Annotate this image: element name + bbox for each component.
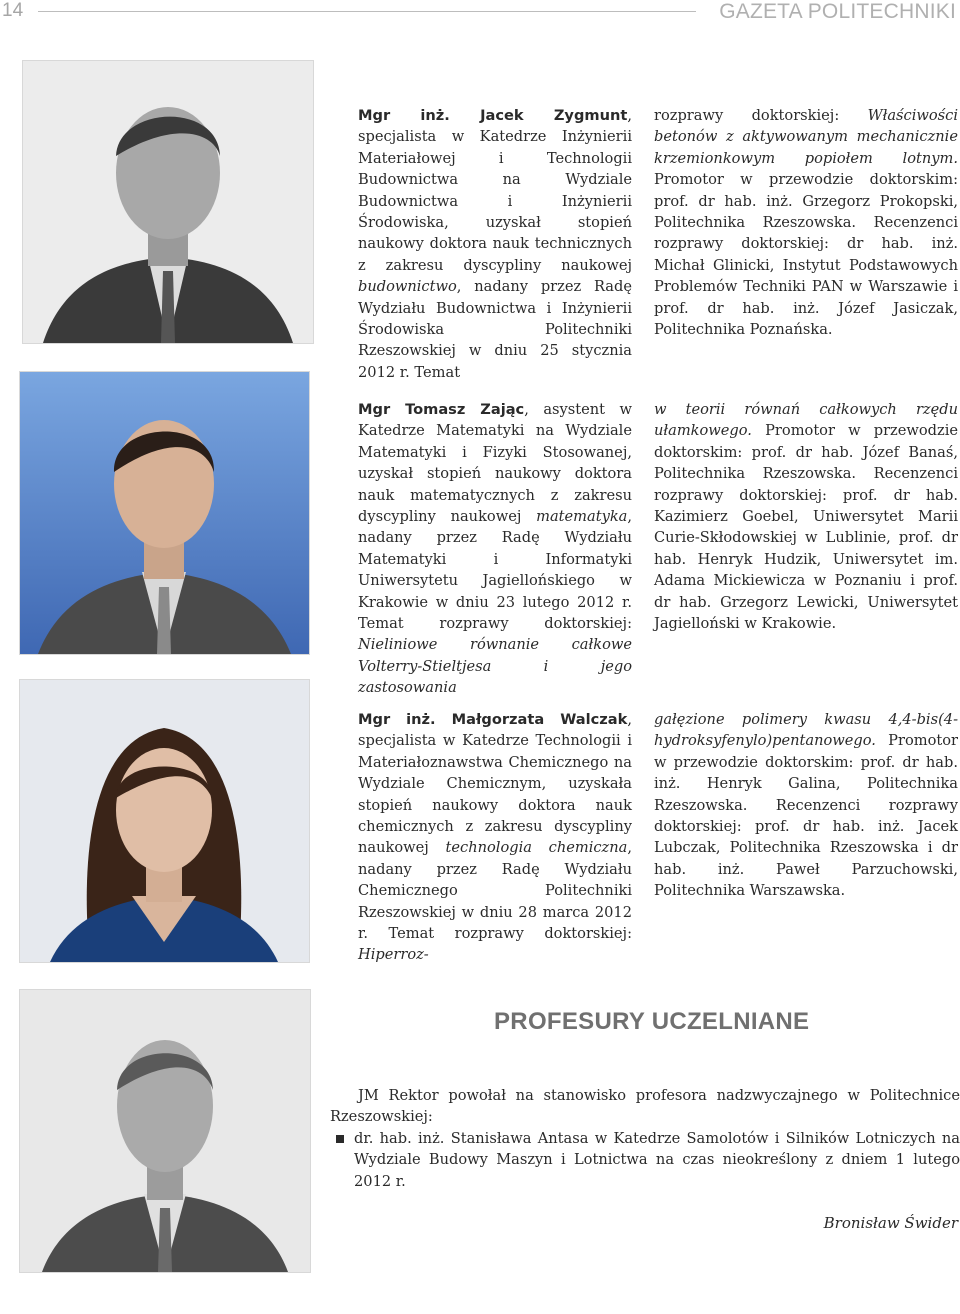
entry-3-left-column	[330, 709, 632, 966]
bio-paragraph	[654, 105, 958, 340]
bio-text: , specjalista w Katedrze Inżynierii Materiałowej i Technologii Budownictwa na Wydziale Budownictwa i Inżynierii Środowiska, uzyskał stopień naukowy doktora nauk technicznych z zakresu dyscypliny naukowej	[358, 107, 632, 274]
bio-text: , nadany przez Radę Wydziału Matematyki i Informatyki Uniwersytetu Jagiellońskiego w Krakowie w dniu 23 lutego 2012 r. Temat rozprawy doktorskiej:	[358, 508, 632, 633]
italic-text: w teorii równań całkowych rzędu ułamkowego.	[654, 401, 958, 440]
page-number: 14	[2, 0, 24, 21]
page-header	[0, 0, 960, 28]
entry-1-right-column	[654, 105, 958, 340]
bio-text: , asystent w Katedrze Matematyki na Wydziale Matematyki i Fizyki Stosowanej, uzyskał stopień naukowy doktora nauk matematycznych z zakresu dyscypliny naukowej	[358, 401, 632, 526]
italic-text: Nieliniowe równanie całkowe Volterry-Stieltjesa i jego zastosowania	[358, 636, 632, 697]
portrait-woman-icon	[20, 680, 309, 962]
entry-3-right-column	[654, 709, 958, 902]
bio-text: , specjalista w Katedrze Technologii i Materiałoznawstwa Chemicznego na Wydziale Chemicznym, uzyskała stopień naukowy doktora nauk chemicznych z zakresu dyscypliny naukowej	[358, 711, 632, 857]
italic-text: Hiperroz-	[358, 946, 429, 964]
italic-text: technologia chemiczna	[445, 839, 628, 857]
entry-2-left-column	[330, 399, 632, 699]
bio-text: Promotor w przewodzie doktorskim: prof. dr hab. Józef Banaś, Politechnika Rzeszowska. Recenzenci rozprawy doktorskiej: prof. dr hab. Kazimierz Goebel, Uniwersytet Marii Curie-Skłodowskiej w Lublinie, prof. dr hab. Henryk Hudzik, Uniwersytet im. Adama Mickiewicza w Poznaniu i prof. dr hab. Grzegorz Lewicki, Uniwersytet Jagielloński w Krakowie.	[654, 422, 958, 633]
section-title: PROFESURY UCZELNIANE	[494, 1008, 810, 1035]
person-name: Mgr Tomasz Zając	[358, 401, 525, 418]
portrait-woman-photo	[19, 679, 310, 963]
bio-text: , nadany przez Radę Wydziału Budownictwa i Inżynierii Środowiska Politechniki Rzeszowskiej w dniu 25 stycznia 2012 r. Temat	[358, 278, 632, 381]
person-name: Mgr inż. Małgorzata Walczak	[358, 711, 628, 728]
portrait-man-photo	[19, 989, 311, 1273]
italic-text: budownictwo	[358, 278, 457, 296]
section-body	[330, 1085, 960, 1192]
italic-text: matematyka	[536, 508, 628, 526]
bio-paragraph	[654, 399, 958, 634]
magazine-title: GAZETA POLITECHNIKI	[719, 0, 956, 23]
bio-text: Promotor w przewodzie doktorskim: prof. dr hab. inż. Henryk Galina, Politechnika Rzeszowska. Recenzenci rozprawy doktorskiej: prof. dr hab. inż. Jacek Lubczak, Politechnika Rzeszowska i dr hab. inż. Paweł Parzuchowski, Politechnika Warszawska.	[654, 732, 958, 900]
person-name: Mgr inż. Jacek Zygmunt	[358, 107, 628, 124]
bio-text: , nadany przez Radę Wydziału Chemicznego Politechniki Rzeszowskiej w dniu 28 marca 2012 r. Temat rozprawy doktorskiej:	[358, 839, 632, 943]
bullet-icon	[336, 1135, 344, 1143]
bio-paragraph	[654, 709, 958, 902]
portrait-man-icon	[20, 990, 310, 1272]
bio-paragraph	[330, 399, 632, 699]
portrait-man-photo	[22, 60, 314, 344]
article-author: Bronisław Świder	[823, 1214, 958, 1232]
header-rule	[38, 11, 696, 12]
bio-text: rozprawy doktorskiej:	[654, 107, 868, 124]
list-item-text: dr. hab. inż. Stanisława Antasa w Katedrze Samolotów i Silników Lotniczych na Wydziale Budowy Maszyn i Lotnictwa na czas nieokreślony z dniem 1 lutego 2012 r.	[354, 1129, 960, 1190]
portrait-man-photo	[19, 371, 310, 655]
portrait-man-icon	[20, 372, 309, 654]
italic-text: Właściwości betonów z aktywowanym mechanicznie krzemionkowym popiołem lotnym.	[654, 107, 958, 167]
portrait-man-icon	[23, 61, 313, 343]
italic-text: gałęzione polimery kwasu 4,4-bis(4-hydroksyfenylo)pentanowego.	[654, 711, 958, 750]
list-item	[330, 1128, 960, 1192]
entry-2-right-column	[654, 399, 958, 634]
section-intro: JM Rektor powołał na stanowisko profesora nadzwyczajnego w Politechnice Rzeszowskiej:	[330, 1087, 960, 1126]
bio-text: Promotor w przewodzie doktorskim: prof. dr hab. inż. Grzegorz Prokopski, Politechnika Rzeszowska. Recenzenci rozprawy doktorskiej: dr hab. inż. Michał Glinicki, Instytut Podstawowych Problemów Techniki PAN w Warszawie i prof. dr hab. inż. Józef Jasiczak, Politechnika Poznańska.	[654, 171, 958, 339]
bio-paragraph	[330, 105, 632, 383]
bio-paragraph	[330, 709, 632, 966]
entry-1-left-column	[330, 105, 632, 383]
